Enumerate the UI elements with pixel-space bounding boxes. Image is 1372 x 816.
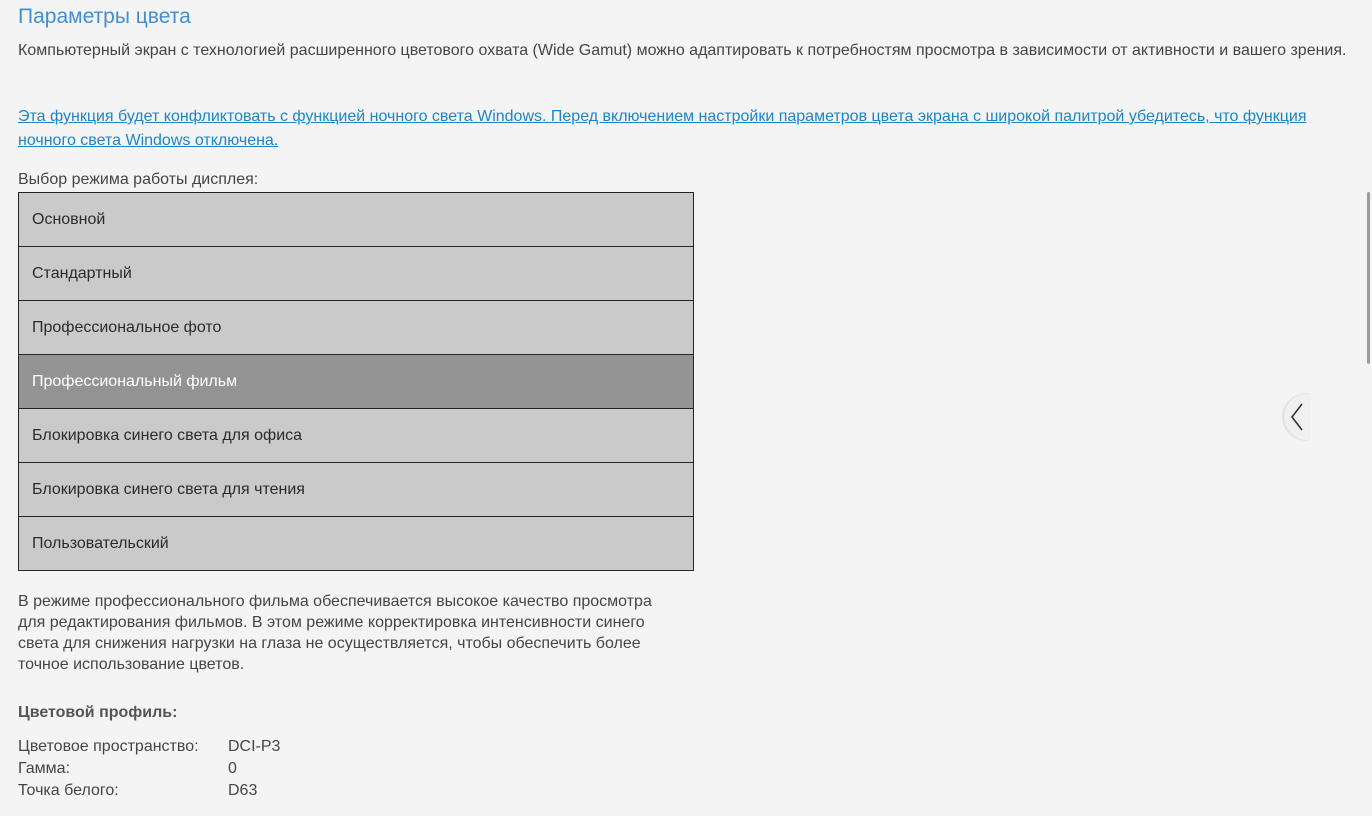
page-title: Параметры цвета <box>18 5 191 28</box>
collapse-panel-button[interactable] <box>1284 394 1310 440</box>
mode-item-basic[interactable]: Основной <box>18 192 694 247</box>
color-profile-table <box>18 736 280 802</box>
mode-description-line-2: для редактирования фильмов. В этом режиме корректировка интенсивности синего <box>18 614 645 631</box>
mode-description-line-3: света для снижения нагрузки на глаза не осуществляется, чтобы обеспечить более <box>18 635 641 652</box>
mode-description <box>18 591 718 675</box>
profile-row-gamma <box>18 758 280 780</box>
night-light-warning-link[interactable] <box>18 105 1354 153</box>
mode-item-pro-film[interactable]: Профессиональный фильм <box>18 354 694 409</box>
profile-row-color-space <box>18 736 280 758</box>
profile-value: DCI-P3 <box>228 738 281 755</box>
mode-description-line-4: точное использование цветов. <box>18 656 245 673</box>
scrollbar-thumb[interactable] <box>1367 192 1370 364</box>
chevron-left-icon <box>1290 402 1304 432</box>
color-profile-title: Цветовой профиль: <box>18 704 178 721</box>
warning-link-line-2[interactable]: ночного света Windows отключена. <box>18 132 279 149</box>
profile-row-white-point <box>18 780 280 802</box>
profile-value: 0 <box>228 760 237 777</box>
display-mode-list <box>18 192 694 571</box>
profile-key: Точка белого: <box>18 782 119 799</box>
profile-key: Цветовое пространство: <box>18 738 199 755</box>
mode-description-line-1: В режиме профессионального фильма обеспечивается высокое качество просмотра <box>18 593 652 610</box>
warning-link-line-1[interactable]: Эта функция будет конфликтовать с функцией ночного света Windows. Перед включением настройки параметров цвета экрана с широкой палитрой убедитесь, что функция <box>18 108 1307 125</box>
display-mode-label: Выбор режима работы дисплея: <box>18 171 259 188</box>
profile-value: D63 <box>228 782 258 799</box>
mode-item-standard[interactable]: Стандартный <box>18 246 694 301</box>
mode-item-blue-light-office[interactable]: Блокировка синего света для офиса <box>18 408 694 463</box>
mode-item-custom[interactable]: Пользовательский <box>18 516 694 571</box>
mode-item-pro-photo[interactable]: Профессиональное фото <box>18 300 694 355</box>
profile-key: Гамма: <box>18 760 71 777</box>
page-description: Компьютерный экран с технологией расширенного цветового охвата (Wide Gamut) можно адаптировать к потребностям просмотра в зависимости от активности и вашего зрения. <box>18 42 1347 59</box>
mode-item-blue-light-reading[interactable]: Блокировка синего света для чтения <box>18 462 694 517</box>
